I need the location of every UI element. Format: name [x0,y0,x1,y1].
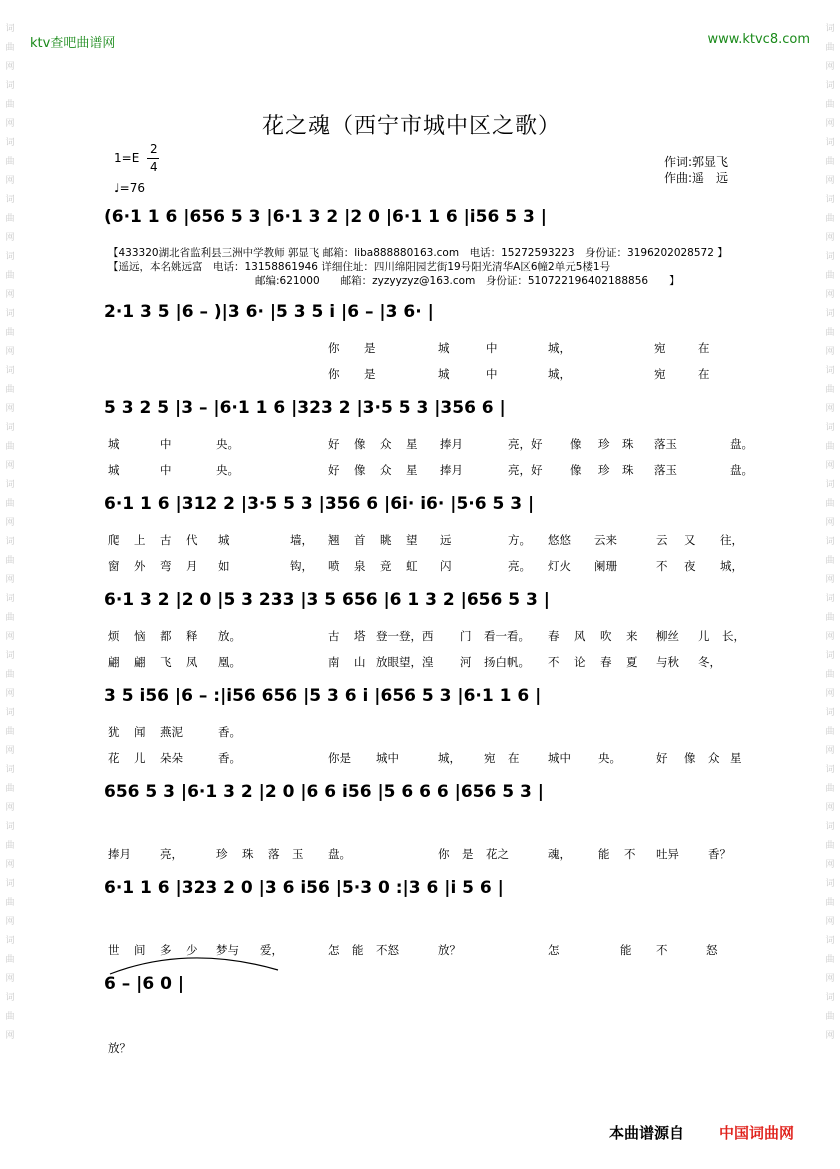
lyric-syllable: 来 [626,629,638,643]
lyric-syllable: 上 [134,533,146,547]
time-signature-bottom: 4 [150,160,158,174]
lyric-syllable: 长， [722,629,745,643]
lyric-syllable: 放眼望，湟 [376,655,434,669]
lyric-syllable: 捧月 [108,847,131,861]
lyric-syllable: 城中 [548,751,571,765]
source-label: 本曲谱源自 [609,1124,685,1142]
time-signature-top: 2 [150,142,158,156]
lyric-syllable: 城， [438,751,461,765]
lyric-syllable: 望 [406,533,418,547]
lyric-syllable: 钩， [290,559,313,573]
lyric-syllable: 闪 [440,559,452,573]
lyric-syllable: 看一看。 [484,629,530,643]
lyric-syllable: 翘 [328,533,340,547]
lyric-syllable: 柳丝 [656,629,679,643]
watermark-right: 词曲网词曲网词曲网词曲网词曲网词曲网词曲网词曲网词曲网词曲网词曲网词曲网词曲网词曲网词曲网词曲网词曲网词曲网 [825,24,835,1041]
lyric-syllable: 中 [160,463,172,477]
lyric-syllable: 你 [438,847,450,861]
notation-line: (6·1 1 6 |656 5 3 |6·1 3 2 |2 0 |6·1 1 6 |i56 5 3 | [104,207,547,227]
lyric-syllable: 往， [720,533,743,547]
lyric-syllable: 像 [570,437,582,451]
lyric-syllable: 宛 [654,341,666,355]
lyric-syllable: 宛 [484,751,496,765]
lyric-syllable: 扬白帆。 [484,655,530,669]
lyric-syllable: 好 [328,437,340,451]
lyric-syllable: 央。 [598,751,621,765]
lyric-syllable: 不 [656,943,668,957]
lyric-syllable: 花之 [486,847,509,861]
lyric-syllable: 在 [698,341,710,355]
lyric-syllable: 亮， [160,847,183,861]
lyric-syllable: 你是 [328,751,351,765]
lyric-syllable: 落玉 [654,463,677,477]
lyric-syllable: 方。 [508,533,531,547]
tempo-mark: ♩=76 [114,181,145,195]
notation-line: 6·1 1 6 |323 2 0 |3 6 i56 |5·3 0 :|3 6 |i 5 6 | [104,878,504,898]
lyric-syllable: 梦与 [216,943,239,957]
notation-line: 6 – |6 0 | [104,974,185,994]
lyric-syllable: 珠 [242,847,254,861]
lyric-syllable: 悠悠 [548,533,571,547]
staff-row-5 [104,590,764,675]
lyric-syllable: 如 [218,559,230,573]
lyric-syllable: 城 [438,341,450,355]
lyric-syllable: 凤 [186,655,198,669]
contact-postal: 邮编:621000 邮箱：zyzyyzyz@163.com 身份证：510722196402188856 】 [255,275,680,287]
lyric-syllable: 春 [600,655,612,669]
lyric-syllable: 不 [548,655,560,669]
lyric-syllable: 不 [656,559,668,573]
lyric-syllable: 云 [656,533,668,547]
lyric-syllable: 能 [352,943,364,957]
lyric-syllable: 像 [354,437,366,451]
lyric-syllable: 香。 [218,725,241,739]
lyric-syllable: 怒 [706,943,718,957]
lyric-syllable: 盘。 [328,847,351,861]
lyric-syllable: 你 [328,367,340,381]
key-signature: 1=E [114,151,140,165]
lyric-syllable: 翩 [134,655,146,669]
lyric-syllable: 首 [354,533,366,547]
lyric-syllable: 盘。 [730,463,753,477]
lyric-syllable: 众 [380,463,392,477]
lyric-syllable: 塔 [354,629,366,643]
lyric-syllable: 弯 [160,559,172,573]
lyric-syllable: 是 [364,341,376,355]
lyric-syllable: 城， [548,341,571,355]
lyric-syllable: 像 [354,463,366,477]
lyric-syllable: 月 [186,559,198,573]
site-name-left[interactable]: ktv查吧曲谱网 [30,36,116,51]
lyric-syllable: 恼 [134,629,146,643]
lyric-syllable: 珍 [598,463,610,477]
lyric-syllable: 燕泥 [160,725,183,739]
lyric-syllable: 亮，好 [508,463,543,477]
lyric-syllable: 论 [574,655,586,669]
lyric-syllable: 不怒 [376,943,399,957]
lyric-syllable: 央。 [216,463,239,477]
lyric-syllable: 风 [574,629,586,643]
lyric-syllable: 魂， [548,847,571,861]
lyric-syllable: 亮，好 [508,437,543,451]
lyric-syllable: 捧月 [440,463,463,477]
lyric-syllable: 又 [684,533,696,547]
lyric-syllable: 夜 [684,559,696,573]
time-signature-line [147,158,159,159]
lyric-syllable: 外 [134,559,146,573]
slur-arc [108,952,288,976]
lyric-syllable: 泉 [354,559,366,573]
lyric-syllable: 珠 [622,437,634,451]
lyric-syllable: 在 [698,367,710,381]
lyric-syllable: 门 [460,629,472,643]
contact-composer: 【遥远，本名姚远富 电话：13158861946 详细住址：四川绵阳园艺街19号阳光清华A区6幢2单元5楼1号 [108,261,611,273]
lyric-syllable: 珍 [598,437,610,451]
lyric-syllable: 犹 [108,725,120,739]
lyric-syllable: 翩 [108,655,120,669]
lyric-syllable: 代 [186,533,198,547]
lyric-syllable: 香？ [708,847,731,861]
lyric-syllable: 登一登，西 [376,629,434,643]
lyric-syllable: 不 [624,847,636,861]
lyric-syllable: 远 [440,533,452,547]
source-site-link[interactable]: 中国词曲网 [719,1124,795,1142]
lyric-syllable: 冬， [698,655,721,669]
lyric-syllable: 珠 [622,463,634,477]
lyric-syllable: 宛 [654,367,666,381]
lyric-syllable: 飞 [160,655,172,669]
lyric-syllable: 像 [684,751,696,765]
lyric-syllable: 落玉 [654,437,677,451]
lyric-syllable: 世 [108,943,120,957]
lyric-syllable: 虹 [406,559,418,573]
lyric-syllable: 城 [438,367,450,381]
lyric-syllable: 古 [160,533,172,547]
lyric-syllable: 城中 [376,751,399,765]
lyric-syllable: 城 [108,463,120,477]
lyric-syllable: 城 [108,437,120,451]
lyric-syllable: 朵朵 [160,751,183,765]
lyric-syllable: 捧月 [440,437,463,451]
watermark-left: 词曲网词曲网词曲网词曲网词曲网词曲网词曲网词曲网词曲网词曲网词曲网词曲网词曲网词曲网词曲网词曲网词曲网词曲网 [5,24,15,1041]
lyric-syllable: 能 [620,943,632,957]
lyric-syllable: 中 [486,367,498,381]
lyric-syllable: 城 [218,533,230,547]
lyric-syllable: 眺 [380,533,392,547]
lyric-syllable: 是 [462,847,474,861]
lyric-syllable: 是 [364,367,376,381]
lyric-syllable: 星 [406,437,418,451]
lyric-syllable: 吹 [600,629,612,643]
lyric-syllable: 放？ [108,1041,131,1055]
lyric-syllable: 儿 [134,751,146,765]
lyric-syllable: 玉 [292,847,304,861]
lyric-syllable: 星 [406,463,418,477]
site-url-right[interactable]: www.ktvc8.com [707,32,810,47]
lyric-syllable: 珍 [216,847,228,861]
lyric-syllable: 爬 [108,533,120,547]
lyric-syllable: 落 [268,847,280,861]
lyric-syllable: 好 [328,463,340,477]
lyricist-credit: 作词:郭显飞 [664,155,729,169]
lyric-syllable: 中 [486,341,498,355]
lyric-syllable: 好 [656,751,668,765]
lyric-syllable: 喷 [328,559,340,573]
lyric-syllable: 窗 [108,559,120,573]
composer-credit: 作曲:遥 远 [664,171,729,185]
lyric-syllable: 春 [548,629,560,643]
lyric-syllable: 中 [160,437,172,451]
lyric-syllable: 竞 [380,559,392,573]
lyric-syllable: 河 [460,655,472,669]
lyric-syllable: 放。 [218,629,241,643]
lyric-syllable: 夏 [626,655,638,669]
lyric-syllable: 能 [598,847,610,861]
lyric-syllable: 亮。 [508,559,531,573]
lyric-syllable: 烦 [108,629,120,643]
notation-line: 3 5 i56 |6 – :|i56 656 |5 3 6 i |656 5 3 |6·1 1 6 | [104,686,542,706]
song-title: 花之魂（西宁市城中区之歌） [262,114,562,139]
notation-line: 656 5 3 |6·1 3 2 |2 0 |6 6 i56 |5 6 6 6 |656 5 3 | [104,782,544,802]
lyric-syllable: 少 [186,943,198,957]
lyric-syllable: 你 [328,341,340,355]
lyric-syllable: 间 [134,943,146,957]
staff-row-3 [104,398,764,483]
notation-line: 5 3 2 5 |3 – |6·1 1 6 |323 2 |3·5 5 3 |356 6 | [104,398,506,418]
contact-lyricist: 【433320湖北省监利县三洲中学教师 郭显飞 邮箱：liba888880163.com 电话：15272593223 身份证：3196202028572 】 [108,247,728,259]
lyric-syllable: 多 [160,943,172,957]
staff-row-9 [104,974,764,1054]
staff-row-7 [104,782,764,861]
notation-line: 2·1 3 5 |6 – )|3 6· |5 3 5 i |6 – |3 6· | [104,302,434,322]
staff-row-2 [104,302,764,387]
lyric-syllable: 都 [160,629,172,643]
lyric-syllable: 墙， [290,533,313,547]
lyric-syllable: 放？ [438,943,461,957]
lyric-syllable: 城， [548,367,571,381]
staff-row-4 [104,494,764,579]
lyric-syllable: 花 [108,751,120,765]
staff-row-1 [104,207,764,247]
lyric-syllable: 山 [354,655,366,669]
staff-row-6 [104,686,764,771]
lyric-syllable: 星 [730,751,742,765]
lyric-syllable: 盘。 [730,437,753,451]
lyric-syllable: 闻 [134,725,146,739]
lyric-syllable: 吐异 [656,847,679,861]
lyric-syllable: 云来 [594,533,617,547]
lyric-syllable: 香。 [218,751,241,765]
lyric-syllable: 阑珊 [594,559,617,573]
lyric-syllable: 与秋 [656,655,679,669]
lyric-syllable: 央。 [216,437,239,451]
lyric-syllable: 爱， [260,943,283,957]
lyric-syllable: 众 [708,751,720,765]
lyric-syllable: 儿 [698,629,710,643]
lyric-syllable: 古 [328,629,340,643]
lyric-syllable: 怎 [548,943,560,957]
notation-line: 6·1 1 6 |312 2 |3·5 5 3 |356 6 |6i· i6· |5·6 5 3 | [104,494,535,514]
lyric-syllable: 众 [380,437,392,451]
lyric-syllable: 南 [328,655,340,669]
lyric-syllable: 在 [508,751,520,765]
lyric-syllable: 释 [186,629,198,643]
notation-line: 6·1 3 2 |2 0 |5 3 233 |3 5 656 |6 1 3 2 |656 5 3 | [104,590,550,610]
lyric-syllable: 怎 [328,943,340,957]
staff-row-8 [104,878,764,957]
lyric-syllable: 像 [570,463,582,477]
lyric-syllable: 灯火 [548,559,571,573]
lyric-syllable: 凰。 [218,655,241,669]
lyric-syllable: 城， [720,559,743,573]
